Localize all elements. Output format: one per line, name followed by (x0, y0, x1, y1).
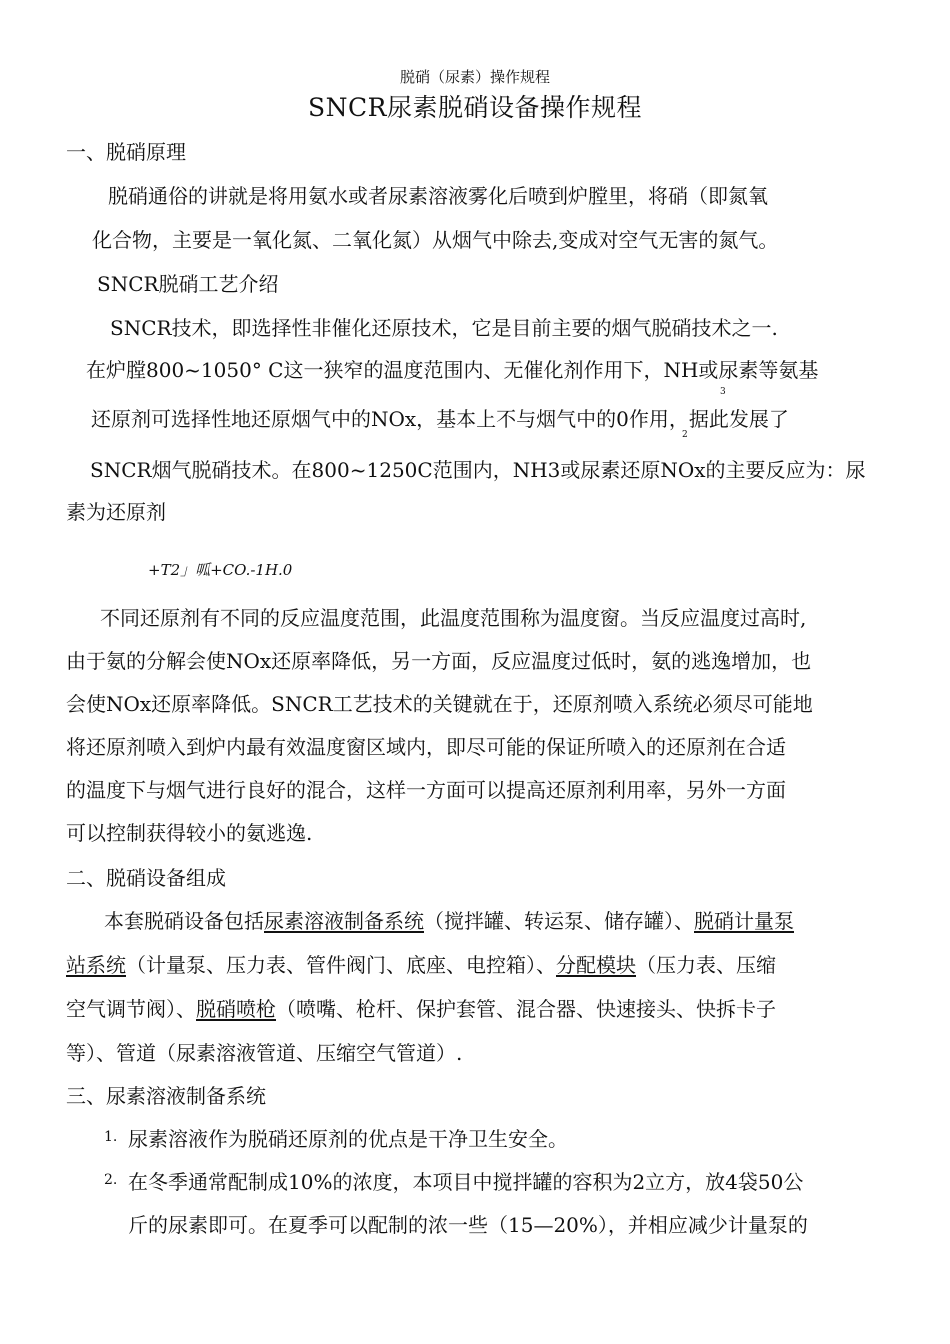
list-item-text: 尿素溶液作为脱硝还原剂的优点是干净卫生安全。 (128, 1127, 568, 1151)
section2-heading: 二、脱硝设备组成 (66, 866, 226, 890)
section3-heading: 三、尿素溶液制备系统 (66, 1084, 266, 1108)
subscript-3: 3 (720, 387, 726, 397)
section1-p2-line5: 素为还原剂 (66, 500, 166, 524)
section1-p3-line6: 可以控制获得较小的氨逃逸. (66, 821, 313, 845)
list-item-text-cont: 斤的尿素即可。在夏季可以配制的浓一些（15—20%），并相应减少计量泵的 (128, 1213, 808, 1237)
list-item-text: 在冬季通常配制成10%的浓度，本项目中搅拌罐的容积为2立方，放4袋50公 (128, 1170, 804, 1194)
section1-p2-line2: 在炉膛800~1050° C这一狭窄的温度范围内、无催化剂作用下，NH或尿素等氨基 (86, 358, 819, 382)
section2-line3 (66, 995, 776, 1023)
section2-text: （压力表、压缩 (636, 953, 776, 977)
section2-line2 (66, 951, 776, 979)
section2-text: 本套脱硝设备包括 (104, 909, 264, 933)
section2-text: （喷嘴、枪杆、保护套管、混合器、快速接头、快拆卡子 (276, 997, 776, 1021)
link-urea-solution-system: 尿素溶液制备系统 (264, 909, 424, 933)
subscript-2: 2 (682, 430, 688, 440)
section1-p3-line5: 的温度下与烟气进行良好的混合，这样一方面可以提高还原剂利用率，另外一方面 (66, 778, 786, 802)
section1-heading: 一、脱硝原理 (66, 140, 186, 164)
page-header: 脱硝（尿素）操作规程 (399, 68, 550, 86)
section1-p2-line1: SNCR技术，即选择性非催化还原技术，它是目前主要的烟气脱硝技术之一. (110, 316, 778, 340)
section1-p1-line1: 脱硝通俗的讲就是将用氨水或者尿素溶液雾化后喷到炉膛里，将硝（即氮氧 (108, 184, 768, 208)
list-item-number: 1. (104, 1129, 118, 1145)
list-item-number: 2. (104, 1172, 118, 1188)
section2-line1 (104, 907, 794, 935)
link-metering-pump-station: 脱硝计量泵 (694, 909, 794, 933)
link-spray-gun: 脱硝喷枪 (196, 997, 276, 1021)
section1-p3-line4: 将还原剂喷入到炉内最有效温度窗区域内，即尽可能的保证所喷入的还原剂在合适 (66, 735, 786, 759)
section2-text: 空气调节阀）、 (66, 997, 196, 1021)
section1-p1-line2: 化合物，主要是一氧化氮、二氧化氮）从烟气中除去,变成对空气无害的氮气。 (92, 228, 779, 252)
section1-p2-line3: 还原剂可选择性地还原烟气中的NOx，基本上不与烟气中的0作用，据此发展了 (91, 407, 789, 431)
section2-text: （搅拌罐、转运泵、储存罐）、 (424, 909, 694, 933)
section2-text: （计量泵、压力表、管件阀门、底座、电控箱）、 (126, 953, 556, 977)
section1-p3-line2: 由于氨的分解会使NOx还原率降低，另一方面，反应温度过低时，氨的逃逸增加，也 (66, 649, 812, 673)
link-metering-pump-station-cont: 站系统 (66, 953, 126, 977)
link-distribution-module: 分配模块 (556, 953, 636, 977)
reaction-formula: +T2」呱+CO.-1H.0 (148, 561, 293, 579)
section1-p3-line1: 不同还原剂有不同的反应温度范围，此温度范围称为温度窗。当反应温度过高时, (100, 606, 807, 630)
section1-subheading: SNCR脱硝工艺介绍 (97, 272, 279, 296)
section2-line4: 等）、管道（尿素溶液管道、压缩空气管道）. (66, 1041, 463, 1065)
page-title: SNCR尿素脱硝设备操作规程 (308, 93, 642, 122)
section1-p3-line3: 会使NOx还原率降低。SNCR工艺技术的关键就在于，还原剂喷入系统必须尽可能地 (66, 692, 813, 716)
section1-p2-line4: SNCR烟气脱硝技术。在800~1250C范围内，NH3或尿素还原NOx的主要反应为：尿 (90, 458, 866, 482)
